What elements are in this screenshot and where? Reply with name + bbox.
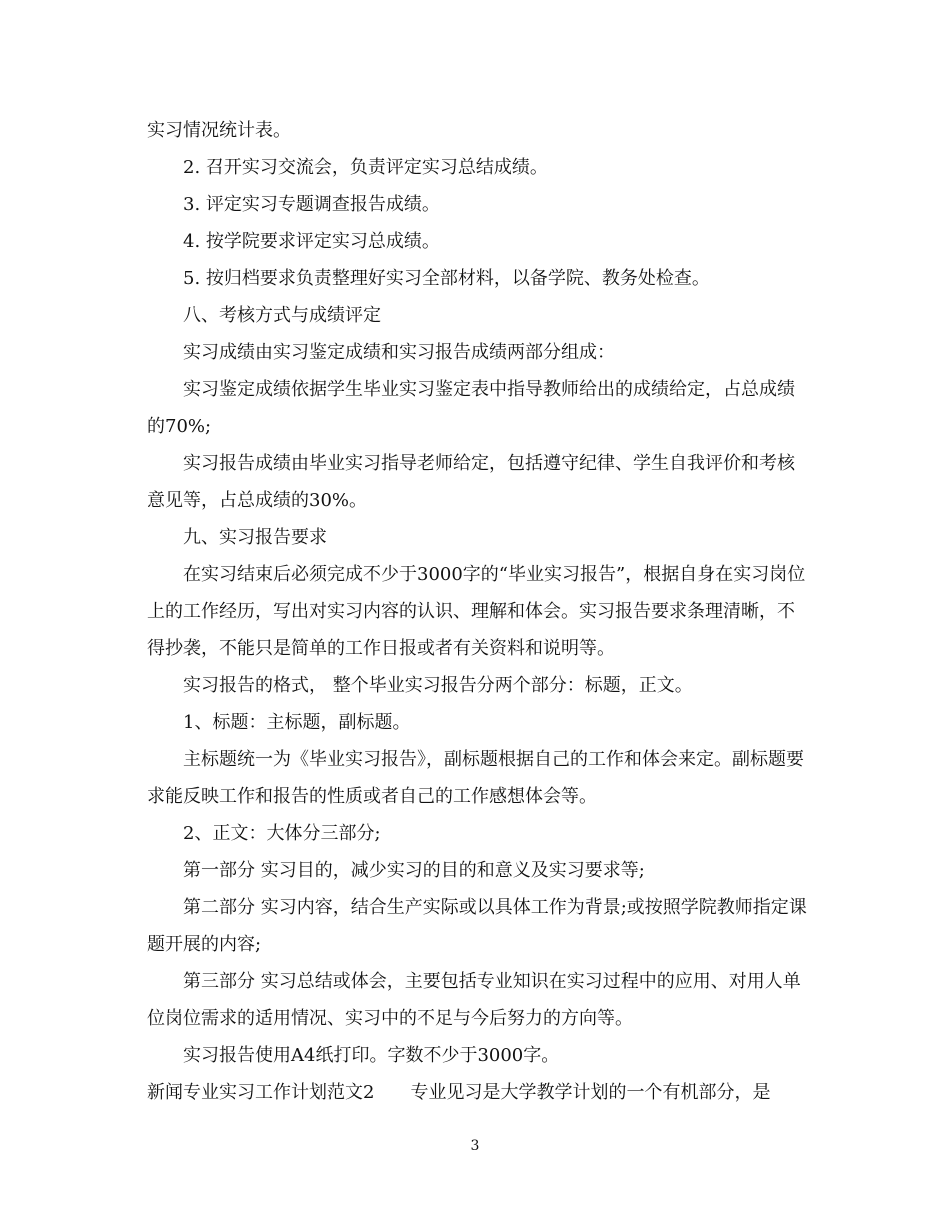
page-number: 3 bbox=[470, 1138, 480, 1154]
section-heading-9: 九、实习报告要求 bbox=[183, 527, 327, 548]
paragraph-10: 在实习结束后必须完成不少于3000字的“毕业实习报告”，根据自身在实习岗位上的工作经历，写出对实习内容的认识、理解和体会。实习报告要求条理清晰，不得抄袭，不能只是简单的工作日报或者有关资料和说明等。 bbox=[147, 564, 806, 659]
paragraph-13: 主标题统一为《毕业实习报告》，副标题根据自己的工作和体会来定。副标题要求能反映工作和报告的性质或者自己的工作感想体会等。 bbox=[147, 749, 804, 807]
title-gap bbox=[374, 1074, 410, 1111]
next-article-title: 新闻专业实习工作计划范文2 bbox=[147, 1082, 375, 1103]
paragraph-4: 5. 按归档要求负责整理好实习全部材料，以备学院、教务处检查。 bbox=[183, 268, 710, 289]
document-body bbox=[147, 112, 807, 1111]
paragraph-1: 2. 召开实习交流会，负责评定实习总结成绩。 bbox=[183, 157, 548, 178]
paragraph-14: 2、正文：大体分三部分; bbox=[183, 823, 381, 844]
paragraph-8: 实习报告成绩由毕业实习指导老师给定，包括遵守纪律、学生自我评价和考核意见等，占总成绩的30%。 bbox=[147, 453, 795, 511]
paragraph-11: 实习报告的格式， 整个毕业实习报告分两个部分：标题，正文。 bbox=[183, 675, 693, 696]
next-article-text: 专业见习是大学教学计划的一个有机部分，是 bbox=[410, 1082, 771, 1103]
paragraph-18: 实习报告使用A4纸打印。字数不少于3000字。 bbox=[183, 1045, 560, 1066]
paragraph-7: 实习鉴定成绩依据学生毕业实习鉴定表中指导教师给出的成绩给定，占总成绩的70%; bbox=[147, 379, 795, 437]
paragraph-12: 1、标题：主标题，副标题。 bbox=[183, 712, 411, 733]
next-article-line bbox=[147, 1074, 807, 1111]
paragraph-15: 第一部分 实习目的，减少实习的目的和意义及实习要求等; bbox=[183, 860, 645, 881]
paragraph-2: 3. 评定实习专题调查报告成绩。 bbox=[183, 194, 440, 215]
paragraph-17: 第三部分 实习总结或体会，主要包括专业知识在实习过程中的应用、对用人单位岗位需求的适用情况、实习中的不足与今后努力的方向等。 bbox=[147, 971, 801, 1029]
paragraph-3: 4. 按学院要求评定实习总成绩。 bbox=[183, 231, 440, 252]
paragraph-6: 实习成绩由实习鉴定成绩和实习报告成绩两部分组成： bbox=[183, 342, 615, 363]
paragraph-16: 第二部分 实习内容，结合生产实际或以具体工作为背景;或按照学院教师指定课题开展的内容; bbox=[147, 897, 807, 955]
section-heading-8: 八、考核方式与成绩评定 bbox=[183, 305, 381, 326]
paragraph-0: 实习情况统计表。 bbox=[147, 120, 291, 141]
